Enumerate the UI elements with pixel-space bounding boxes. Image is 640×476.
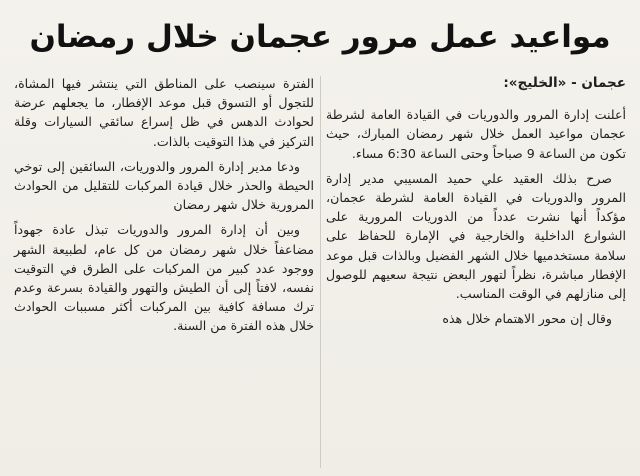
article-paragraph: وقال إن محور الاهتمام خلال هذه [442, 311, 612, 327]
article-paragraph: وبين أن إدارة المرور والدوريات تبذل عادة جهوداً مضاعفاً خلال شهر رمضان من كل عام، لطبيعة الشهر ووجود عدد كبير من المركبات على الطرق في التوقيت نفسه، لافتاً إلى أن الطيش والتهور والقيادة بسرعة وعدم ترك مسافة كافية بين المركبات أكثر مسببات الحوادث خلال هذه الفترة من السنة. [14, 222, 314, 334]
article-paragraph: صرح بذلك العقيد علي حميد المسيبي مدير إدارة المرور والدوريات في القيادة العامة لشرطة عجمان، مؤكداً أنها نشرت عدداً من الدوريات المرورية على الشوارع الداخلية والخارجية في الإمارة للحفاظ على سلامة مستخدميها خلال الشهر الفضيل وبالذات قبل موعد الإفطار مباشرة، نظراً لتهور البعض نتيجة سعيهم للوصول إلى منازلهم في الوقت المناسب. [326, 170, 626, 302]
article-dateline: عجمان - «الخليج»: [503, 75, 626, 91]
article-column-left [14, 74, 314, 342]
column-divider [320, 76, 321, 468]
article-column-right [326, 74, 626, 334]
article-paragraph: ودعا مدير إدارة المرور والدوريات، السائقين إلى توخي الحيطة والحذر خلال قيادة المركبات للتقليل من الحوادث المرورية خلال شهر رمضان [14, 158, 314, 213]
article-paragraph: أعلنت إدارة المرور والدوريات في القيادة العامة لشرطة عجمان مواعيد العمل خلال شهر رمضان المبارك، حيث تكون من الساعة 9 صباحاً وحتى الساعة 6:30 مساء. [326, 107, 626, 161]
article-paragraph: الفترة سينصب على المناطق التي ينتشر فيها المشاة، للتجول أو التسوق قبل موعد الإفطار، ما يجعلهم عرضة لحوادث الدهس في ظل إسراع سائقي السيارات وقلة التركيز في هذا التوقيت بالذات. [14, 76, 314, 149]
article-headline: مواعيد عمل مرور عجمان خلال رمضان [29, 19, 611, 55]
